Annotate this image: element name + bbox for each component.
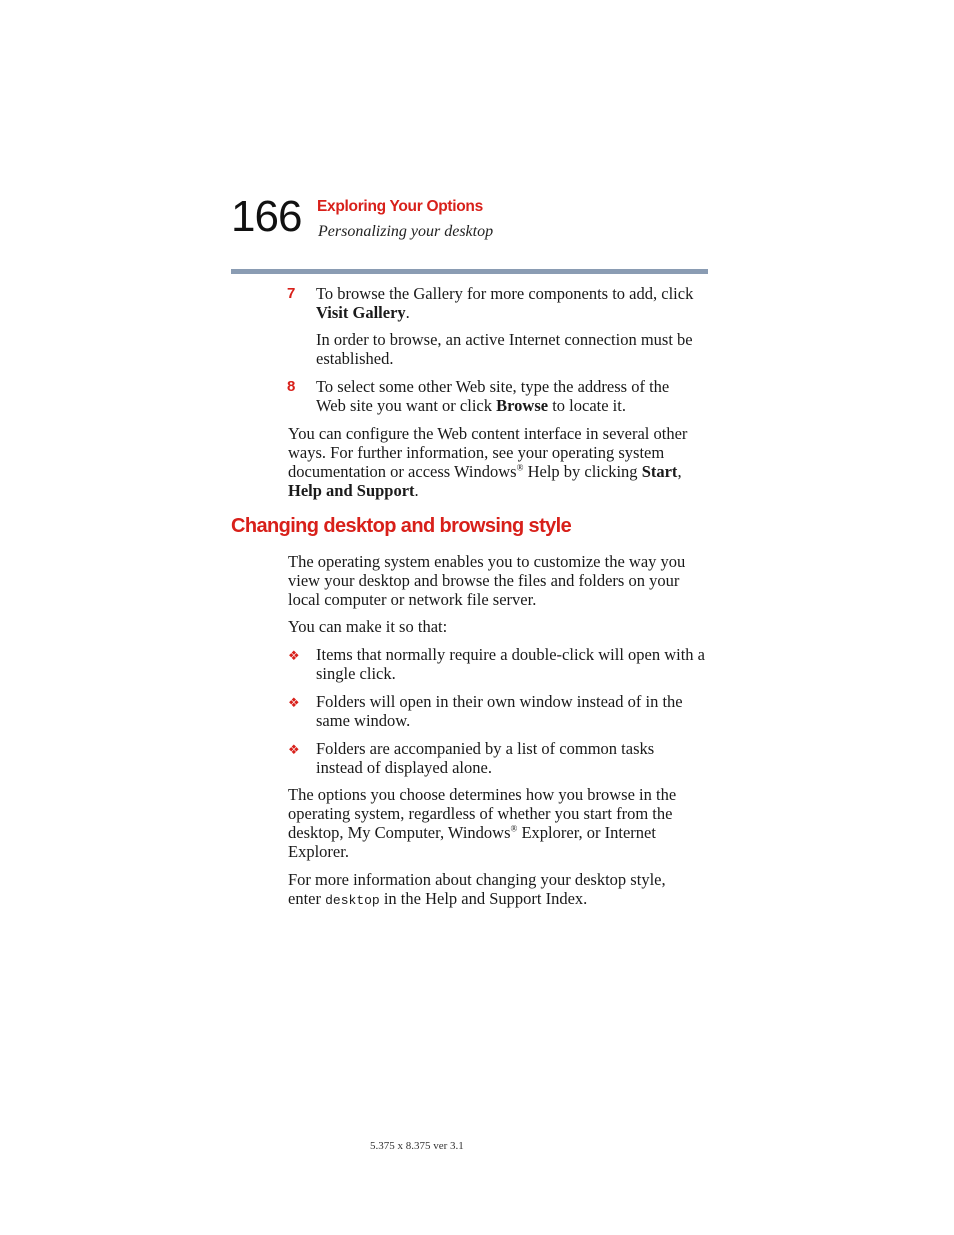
more-info-part1: For more information about changing your desktop style, enter xyxy=(288,870,666,908)
step-8-text-after: to locate it. xyxy=(548,396,626,415)
step-8-text-before: To select some other Web site, type the address of the Web site you want or click xyxy=(316,377,670,415)
config-part2: Help by clicking xyxy=(523,462,642,481)
options-paragraph xyxy=(288,785,698,861)
start-label: Start xyxy=(641,462,678,481)
help-support-label: Help and Support xyxy=(288,481,415,500)
bullet-icon: ❖ xyxy=(288,648,300,663)
more-info-paragraph xyxy=(288,870,698,910)
config-comma: , xyxy=(677,462,682,481)
registered-mark: ® xyxy=(510,823,518,834)
step-7-text xyxy=(316,284,711,322)
section-subtitle: Personalizing your desktop xyxy=(318,223,494,240)
bullet-item: Folders will open in their own window instead of in the same window. xyxy=(316,692,683,730)
config-paragraph xyxy=(288,424,706,500)
footer-version: 5.375 x 8.375 ver 3.1 xyxy=(370,1140,464,1152)
visit-gallery-label: Visit Gallery xyxy=(316,303,406,322)
options-part1: The options you choose determines how you browse in the operating system, regardless of whether you start from the desktop, My Computer, Windows xyxy=(288,785,677,842)
bullet-item: Items that normally require a double-click will open with a single click. xyxy=(316,645,706,683)
more-info-part2: in the Help and Support Index. xyxy=(379,889,588,908)
config-part1: You can configure the Web content interface in several other ways. For further information, see your operating system documentation or access Windows xyxy=(288,424,688,481)
browse-label: Browse xyxy=(496,396,549,415)
step-7-text-before: To browse the Gallery for more components to add, click xyxy=(316,284,694,303)
step-number-8: 8 xyxy=(287,378,296,395)
config-end: . xyxy=(414,481,419,500)
options-part2: Explorer, or Internet Explorer. xyxy=(288,823,656,861)
section-heading: Changing desktop and browsing style xyxy=(231,515,572,537)
chapter-title: Exploring Your Options xyxy=(317,198,483,215)
make-it-so-paragraph: You can make it so that: xyxy=(288,617,448,636)
desktop-keyword: desktop xyxy=(325,893,380,908)
bullet-icon: ❖ xyxy=(288,742,300,757)
page-number: 166 xyxy=(231,192,302,241)
intro-paragraph: The operating system enables you to customize the way you view your desktop and browse the files and folders on your local computer or network file server. xyxy=(288,552,686,609)
step-number-7: 7 xyxy=(287,285,296,302)
bullet-item: Folders are accompanied by a list of common tasks instead of displayed alone. xyxy=(316,739,655,777)
step-7-text-after: . xyxy=(405,303,410,322)
header-rule xyxy=(231,269,708,274)
bullet-icon: ❖ xyxy=(288,695,300,710)
step-7-note: In order to browse, an active Internet connection must be established. xyxy=(316,330,693,368)
registered-mark: ® xyxy=(516,462,524,473)
step-8-text xyxy=(316,377,691,415)
